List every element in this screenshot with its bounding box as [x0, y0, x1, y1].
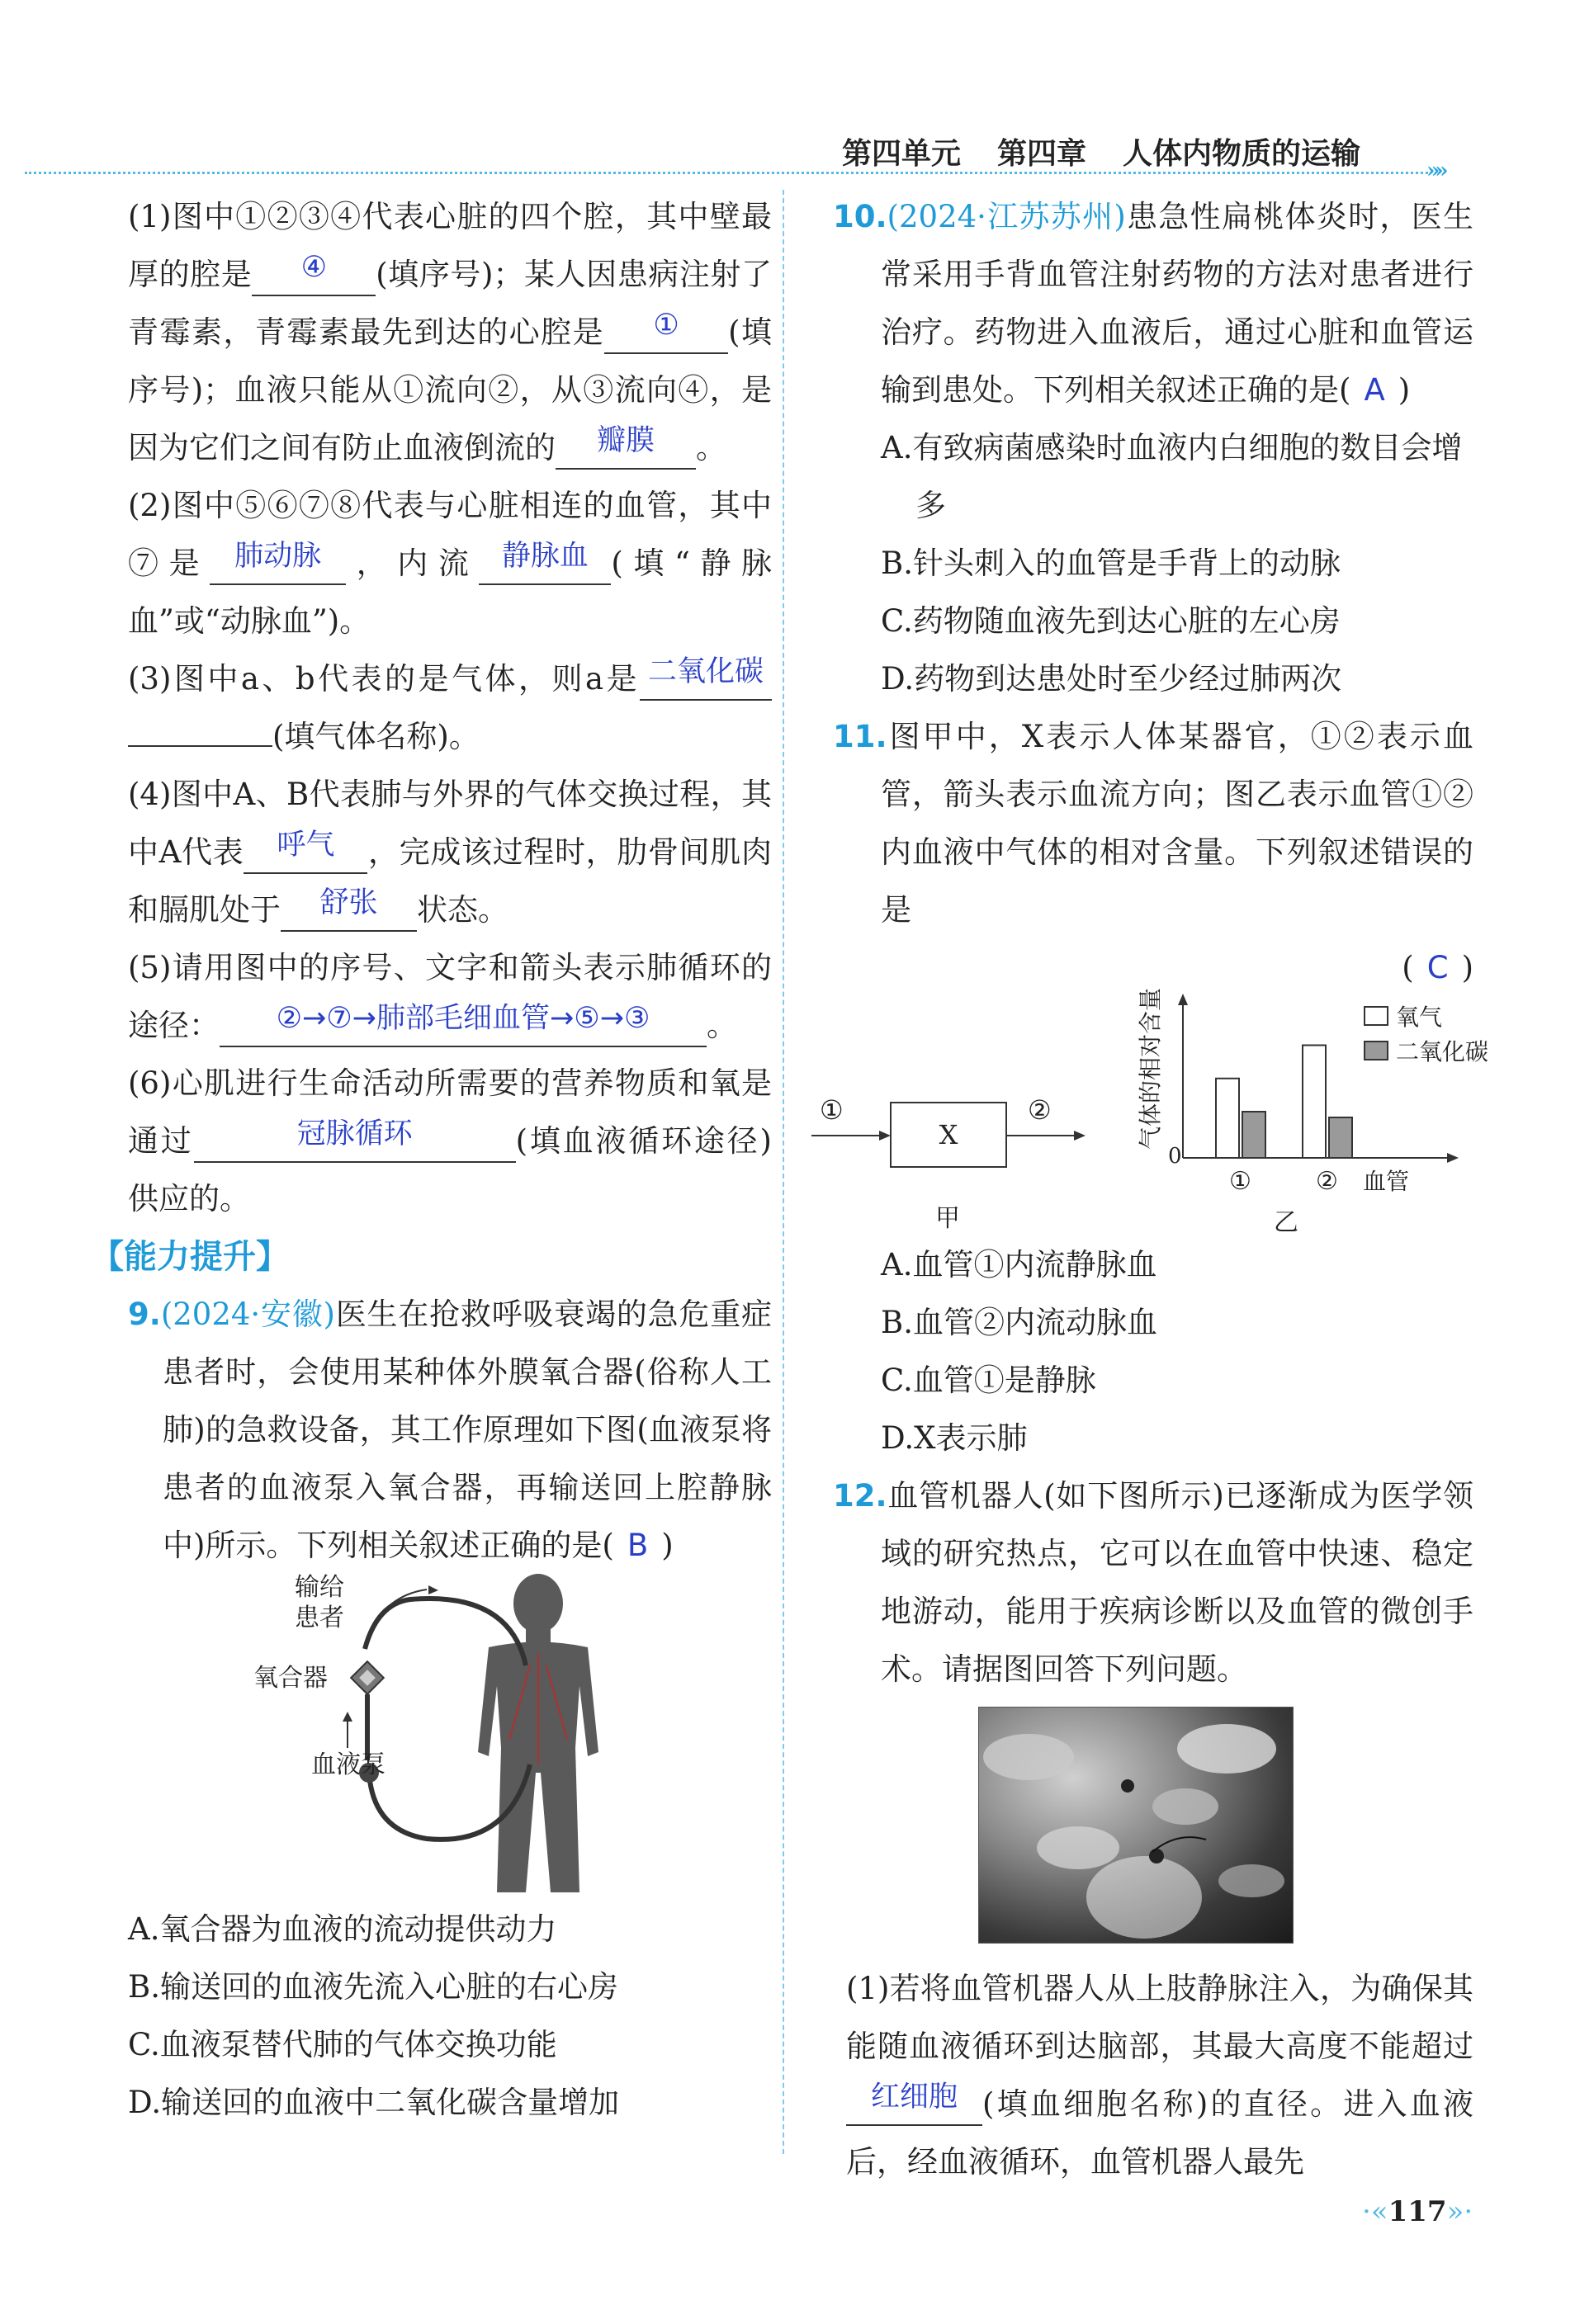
q9-answer: B [627, 1528, 649, 1563]
jia-organ-label: X [939, 1119, 958, 1150]
q10-stem-text: 患急性扁桃体炎时，医生常采用手背血管注射药物的方法对患者进行治疗。药物进入血液后，通过心脏和血管运输到患处。下列相关叙述正确的是( [881, 199, 1473, 408]
header-arrows: »» [1426, 158, 1444, 183]
header-chapter: 第四章 [997, 137, 1087, 171]
q8-p1-text-a: (1)图中①②③④代表心脏的四个腔，其中壁最厚的腔是 [128, 199, 772, 292]
q8-part2 [128, 477, 772, 650]
q8-p6-text-a: (6)心肌进行生命活动所需要的营养物质和氧是通过 [128, 1065, 772, 1159]
origin-label: 0 [1168, 1144, 1182, 1169]
q11-options [846, 1236, 1473, 1467]
q11-answer: C [1426, 950, 1449, 985]
q8-p4-answer2: 舒张 [319, 886, 378, 919]
y-axis-label: 气体的相对含量 [1137, 987, 1164, 1150]
legend-label-1: 二氧化碳 [1396, 1038, 1489, 1065]
q11-close-paren: ) [1461, 950, 1473, 985]
q8-p4-text-b: ，完成该过程时，肋骨间肌肉和膈肌处于 [128, 834, 772, 928]
q11-open-paren: ( [1402, 950, 1414, 985]
section-heading: 【能力提升】 [91, 1238, 289, 1276]
jia-arrow-out-head [1074, 1131, 1086, 1141]
q8-p2-text-a: (2)图中⑤⑥⑦⑧代表与心脏相连的血管，其中⑦是 [128, 488, 772, 581]
page-number-dots-right: »· [1446, 2195, 1473, 2228]
q9-option-b[interactable]: B.输送回的血液先流入心脏的右心房 [128, 1969, 618, 2005]
label-oxygenator: 氧合器 [253, 1664, 328, 1693]
q8-p1-answer2: ① [653, 309, 679, 342]
q11-stem [833, 708, 1473, 939]
q9-close-paren: ) [661, 1528, 674, 1563]
q9-figure [163, 1575, 772, 1901]
x-tick-0: ① [1229, 1167, 1251, 1196]
q10-option-c[interactable]: C.药物随血液先到达心脏的左心房 [881, 603, 1341, 639]
header-title [842, 130, 1360, 172]
q10-source: (2024·江苏苏州) [887, 199, 1126, 234]
q11-figure [811, 987, 1489, 1237]
q8-p1-answer1: ④ [300, 251, 327, 284]
page-number-dots-left: ·« [1362, 2195, 1388, 2228]
jia-arrow-in-head [879, 1131, 891, 1141]
q8-p5-text-b: 。 [707, 1008, 737, 1043]
q10-options [846, 419, 1473, 708]
ecmo-diagram [163, 1575, 773, 1901]
q11-option-a[interactable]: A.血管①内流静脉血 [881, 1247, 1157, 1282]
jia-caption: 甲 [935, 1204, 960, 1233]
chart-caption: 乙 [1274, 1208, 1298, 1237]
q8-p3-answer1: 二氧化碳 [647, 655, 764, 688]
right-column [820, 188, 1489, 2191]
q8-part6 [128, 1055, 772, 1228]
q9-options [128, 1901, 772, 2132]
q9-source: (2024·安徽) [160, 1297, 335, 1332]
q12-part1 [846, 1960, 1473, 2191]
q8-p5-answer1: ②→⑦→肺部毛细血管→⑤→③ [276, 1002, 650, 1035]
q8-p4-blank2[interactable] [281, 886, 417, 932]
q10-option-a[interactable]: A.有致病菌感染时血液内白细胞的数目会增多 [881, 430, 1463, 523]
blood-vessel-robot-image [978, 1707, 1294, 1944]
q8-p1-blank3[interactable] [556, 424, 696, 470]
q11-option-c[interactable]: C.血管①是静脉 [881, 1363, 1096, 1398]
q12-p1-text-b: (填血细胞名称)的直径。进入血液后，经血液循环，血管机器人最先 [846, 2086, 1473, 2180]
q11-number: 11. [833, 719, 887, 754]
q8-p5-blank1[interactable] [220, 1002, 707, 1047]
q9-option-c[interactable]: C.血液泵替代肺的气体交换功能 [128, 2027, 557, 2062]
q8-p3-text-a: (3)图中a、b代表的是气体，则a是 [128, 661, 640, 697]
q8-p3-blank1[interactable] [640, 655, 772, 701]
q8-p1-text-c: (填序号)；血液只能从①流向②，从③流向④，是因为它们之间有防止血液倒流的 [128, 314, 773, 465]
robot-illustration [979, 1708, 1293, 1943]
q8-p4-blank1[interactable] [244, 829, 367, 874]
q10-close-paren: ) [1398, 372, 1411, 408]
bar-二氧化碳-0 [1242, 1112, 1265, 1158]
bar-二氧化碳-1 [1329, 1117, 1352, 1158]
bar-chart-yi [1137, 988, 1488, 1237]
q8-p2-answer1: 肺动脉 [234, 540, 322, 573]
x-axis-arrow [1447, 1153, 1459, 1163]
jia-vessel-out-label: ② [1028, 1094, 1052, 1126]
bar-氧气-0 [1216, 1079, 1239, 1158]
q12-photo-wrap [846, 1707, 1473, 1944]
q8-p3-blank1-cont [128, 745, 272, 747]
q9-option-a[interactable]: A.氧合器为血液的流动提供动力 [128, 1911, 557, 1947]
q12-stem [833, 1467, 1473, 1698]
q9-option-d[interactable]: D.输送回的血液中二氧化碳含量增加 [128, 2085, 620, 2120]
bar-氧气-1 [1303, 1046, 1326, 1159]
q8-part1 [128, 188, 772, 477]
q8-p1-answer3: 瓣膜 [596, 424, 655, 457]
q11-option-b[interactable]: B.血管②内流动脉血 [881, 1305, 1157, 1340]
q8-p1-blank2[interactable] [604, 309, 728, 354]
q8-p1-text-b: (填序号)；某人因患病注射了青霉素，青霉素最先到达的心腔是 [128, 257, 772, 350]
jia-vessel-in-label: ① [820, 1094, 844, 1126]
q8-p6-blank1[interactable] [194, 1117, 516, 1163]
q8-p4-answer1: 呼气 [277, 829, 335, 862]
legend-label-0: 氧气 [1396, 1004, 1443, 1031]
header-unit: 第四单元 [842, 137, 962, 171]
q8-p5-text-a: (5)请用图中的序号、文字和箭头表示肺循环的途径： [128, 950, 772, 1043]
q8-p6-text-b: (填血液循环途径)供应的。 [128, 1123, 772, 1216]
q8-part4 [128, 766, 772, 939]
q8-p1-text-d: 。 [696, 430, 726, 465]
q12-stem-text: 血管机器人(如下图所示)已逐渐成为医学领域的研究热点，它可以在血管中快速、稳定地游动，能用于疾病诊断以及血管的微创手术。请据图回答下列问题。 [881, 1478, 1473, 1687]
q10-number: 10. [833, 199, 887, 234]
header-chapter-title: 人体内物质的运输 [1123, 137, 1361, 171]
q8-p3-text-b: (填气体名称)。 [272, 719, 480, 754]
q9-stem [128, 1286, 772, 1575]
q10-stem [833, 188, 1473, 419]
q11-diagrams [811, 987, 1489, 1237]
x-axis-label: 血管 [1363, 1168, 1410, 1195]
q12-p1-answer1: 红细胞 [870, 2081, 958, 2114]
q8-p2-text-c: (填“静脉血”或“动脉血”)。 [128, 546, 773, 639]
oxygenator-icon [351, 1661, 384, 1694]
q8-part5 [128, 939, 772, 1055]
q8-p6-answer1: 冠脉循环 [296, 1117, 413, 1150]
page-header [0, 124, 1594, 182]
q8-p2-blank2[interactable] [479, 540, 611, 585]
page-number-value: 117 [1388, 2195, 1447, 2228]
legend-swatch-0 [1365, 1007, 1388, 1025]
header-dotted-line [25, 172, 1428, 174]
label-deliver-1: 输给 [295, 1573, 344, 1602]
q10-option-d[interactable]: D.药物到达患处时至少经过肺两次 [881, 661, 1342, 697]
q11-option-d[interactable]: D.X表示肺 [881, 1420, 1028, 1456]
q8-p4-text-c: 状态。 [417, 892, 508, 928]
q8-p2-answer2: 静脉血 [501, 540, 589, 573]
q11-stem-text: 图甲中，X表示人体某器官，①②表示血管，箭头表示血流方向；图乙表示血管①②内血液中气体的相对含量。下列叙述错误的是 [881, 719, 1473, 928]
q9-number: 9. [128, 1297, 161, 1332]
q8-p4-text-a: (4)图中A、B代表肺与外界的气体交换过程，其中A代表 [128, 777, 772, 870]
q12-number: 12. [833, 1478, 887, 1514]
q8-part3 [128, 650, 772, 766]
q8-p2-text-b: ，内流 [346, 546, 480, 581]
q8-p2-blank1[interactable] [210, 540, 346, 585]
x-tick-1: ② [1316, 1167, 1338, 1196]
figure-jia [811, 1094, 1086, 1233]
page-number [1362, 2195, 1473, 2228]
left-column [91, 188, 773, 2132]
q8-p1-blank1[interactable] [252, 251, 376, 296]
q12-p1-blank1[interactable] [846, 2081, 982, 2126]
q12-p1-text-a: (1)若将血管机器人从上肢静脉注入，为确保其能随血液循环到达脑部，其最大高度不能超过 [846, 1971, 1473, 2064]
legend-swatch-1 [1365, 1042, 1388, 1060]
column-divider [783, 190, 784, 2154]
label-pump: 血液泵 [311, 1750, 385, 1779]
q9-stem-text: 医生在抢救呼吸衰竭的急危重症患者时，会使用某种体外膜氧合器(俗称人工肺)的急救设备，其工作原理如下图(血液泵将患者的血液泵入氧合器，再输送回上腔静脉中)所示。下列相关叙述正确的是( [163, 1297, 773, 1563]
q10-answer: A [1364, 372, 1385, 408]
q10-option-b[interactable]: B.针头刺入的血管是手背上的动脉 [881, 546, 1341, 581]
label-deliver-2: 患者 [295, 1604, 344, 1632]
